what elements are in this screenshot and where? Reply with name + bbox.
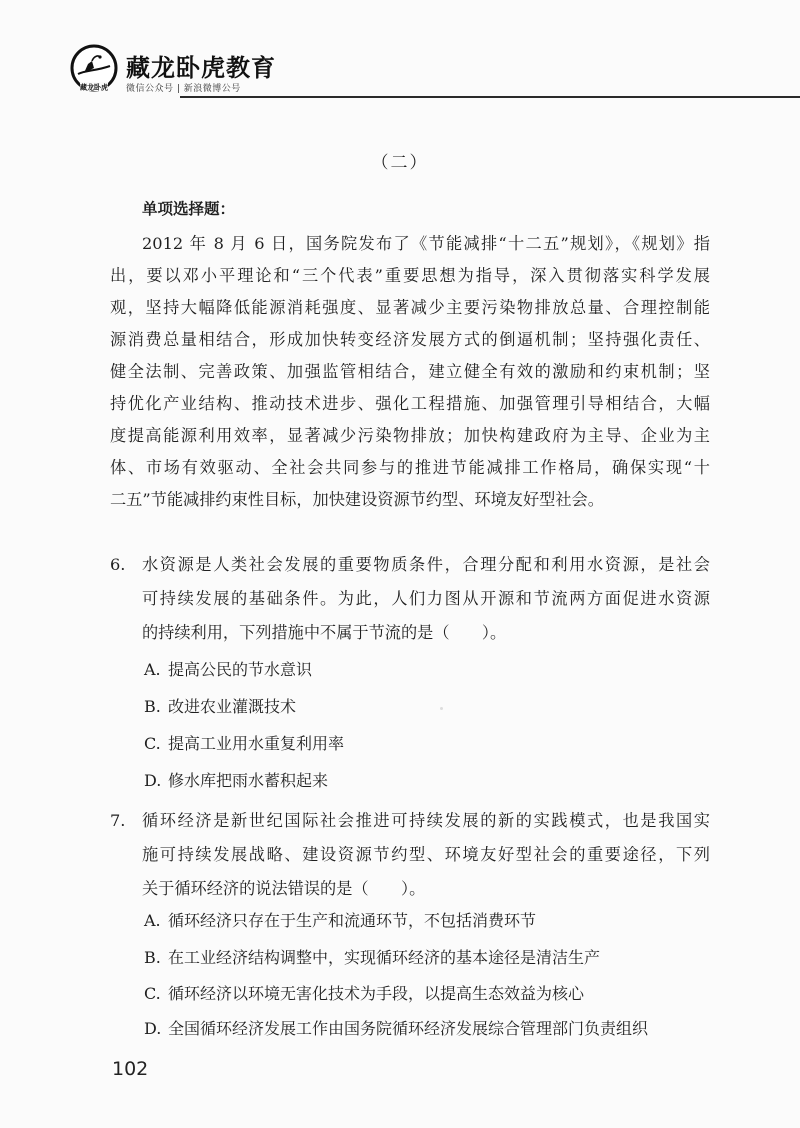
- page-header: [68, 42, 800, 112]
- option-letter: D.: [144, 1019, 162, 1038]
- page-number: 102: [112, 1058, 149, 1080]
- option-letter: C.: [144, 734, 161, 753]
- option-c: [144, 981, 584, 1004]
- svg-text:藏龙卧虎: 藏龙卧虎: [80, 83, 108, 91]
- option-text: 循环经济只存在于生产和流通环节，不包括消费环节: [168, 911, 537, 930]
- question-line: 关于循环经济的说法错误的是（ ）。: [142, 879, 426, 898]
- option-d: [144, 768, 328, 791]
- passage-line: 健全法制、完善政策、加强监管相结合，建立健全有效的激励和约束机制；坚: [110, 362, 710, 381]
- passage-line: 体、市场有效驱动、全社会共同参与的推进节能减排工作格局，确保实现“十: [110, 458, 710, 477]
- brand-title: 藏龙卧虎教育: [126, 54, 276, 82]
- question-line: 可持续发展的基础条件。为此，人们力图从开源和节流两方面促进水资源: [142, 589, 710, 608]
- option-d: [144, 1016, 648, 1039]
- brand-subtitle: 微信公众号 | 新浪微博公号: [126, 84, 241, 94]
- option-text: 全国循环经济发展工作由国务院循环经济发展综合管理部门负责组织: [168, 1019, 649, 1038]
- passage-line: 二五”节能减排约束性目标，加快建设资源节约型、环境友好型社会。: [110, 490, 604, 509]
- option-text: 改进农业灌溉技术: [168, 697, 297, 716]
- question-type-heading: 单项选择题：: [142, 200, 236, 218]
- option-text: 在工业经济结构调整中，实现循环经济的基本途径是清洁生产: [168, 948, 601, 967]
- passage-line: 度提高能源利用效率，显著减少污染物排放；加快构建政府为主导、企业为主: [110, 426, 710, 445]
- passage-line: 持优化产业结构、推动技术进步、强化工程措施、加强管理引导相结合，大幅: [110, 394, 710, 413]
- option-letter: A.: [144, 660, 161, 679]
- option-text: 循环经济以环境无害化技术为手段，以提高生态效益为核心: [168, 984, 585, 1003]
- question-number: 6.: [110, 555, 126, 574]
- option-text: 提高工业用水重复利用率: [168, 734, 345, 753]
- passage-line: 源消费总量相结合，形成加快转变经济发展方式的倒逼机制；坚持强化责任、: [110, 330, 710, 349]
- option-text: 修水库把雨水蓄积起来: [168, 771, 329, 790]
- option-letter: B.: [144, 948, 161, 967]
- scan-speck: [440, 707, 443, 710]
- section-title: （二）: [371, 153, 429, 173]
- question-line: 水资源是人类社会发展的重要物质条件，合理分配和利用水资源，是社会: [142, 555, 710, 574]
- header-rule: [180, 96, 800, 98]
- option-a: [144, 657, 312, 680]
- question-line: 施可持续发展战略、建设资源节约型、环境友好型社会的重要途径，下列: [142, 845, 710, 864]
- option-a: [144, 908, 536, 931]
- question-stem: [142, 548, 710, 650]
- option-letter: D.: [144, 771, 162, 790]
- option-c: [144, 731, 344, 754]
- reading-passage: [110, 228, 710, 516]
- logo-caption: [80, 82, 108, 91]
- option-letter: C.: [144, 984, 161, 1003]
- option-b: [144, 945, 600, 968]
- option-b: [144, 694, 296, 717]
- passage-line: 观，坚持大幅降低能源消耗强度、显著减少主要污染物排放总量、合理控制能: [110, 298, 710, 317]
- passage-line: 2012 年 8 月 6 日，国务院发布了《节能减排“十二五”规划》，《规划》指: [142, 234, 710, 253]
- question-stem: [142, 804, 710, 906]
- question-number: 7.: [110, 811, 126, 830]
- question-line: 循环经济是新世纪国际社会推进可持续发展的新的实践模式，也是我国实: [142, 811, 710, 830]
- passage-line: 出，要以邓小平理论和“三个代表”重要思想为指导，深入贯彻落实科学发展: [110, 266, 710, 285]
- question-line: 的持续利用，下列措施中不属于节流的是（ ）。: [142, 623, 507, 642]
- option-text: 提高公民的节水意识: [168, 660, 313, 679]
- option-letter: B.: [144, 697, 161, 716]
- option-letter: A.: [144, 911, 161, 930]
